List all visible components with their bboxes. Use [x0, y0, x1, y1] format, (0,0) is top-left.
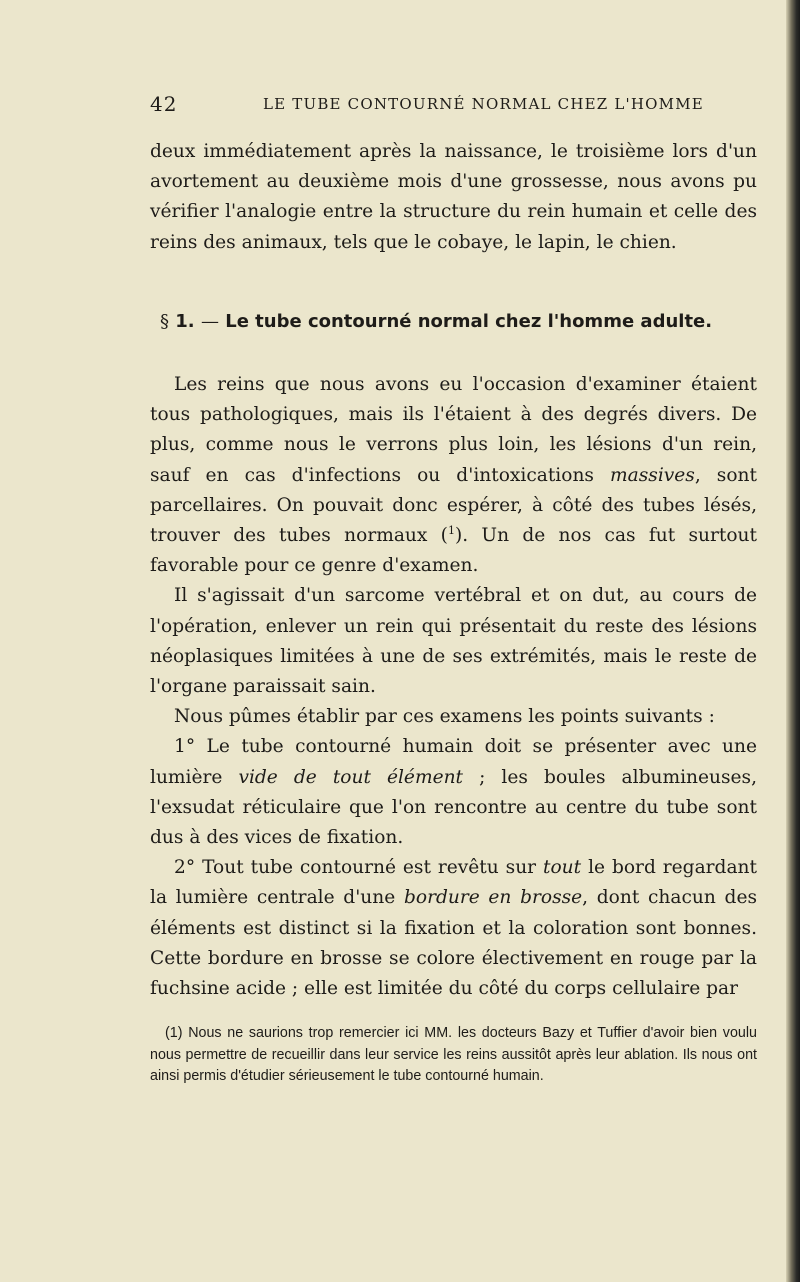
book-binding-edge: [786, 0, 800, 1282]
italic-text: vide de tout élément: [238, 766, 464, 788]
section-dash: —: [200, 311, 219, 332]
section-number: 1.: [175, 311, 195, 332]
opening-paragraph-block: [150, 137, 757, 258]
text-run: le bord regardant la lumière centrale d'une: [150, 857, 757, 909]
paragraph: [150, 370, 757, 581]
text-run: 2° Tout tube contourné est revêtu sur: [174, 857, 544, 879]
footnote-text: Nous ne saurions trop remercier ici MM. les docteurs Bazy et Tuffier d'avoir bien voulu nous permettre de recueillir dans leur service les reins aussitôt après leur ablation. Ils nous ont ainsi permis d'étudier sérieusement le tube contourné humain.: [150, 1025, 757, 1084]
paragraph: Nous pûmes établir par ces examens les points suivants :: [174, 706, 715, 728]
page-number: 42: [150, 92, 178, 116]
text-run: ; les boules albumineuses, l'exsudat réticulaire que l'on rencontre au centre du tube sont dus à des vices de fixation.: [150, 766, 757, 849]
paragraph: Il s'agissait d'un sarcome vertébral et on dut, au cours de l'opération, enlever un rein qui présentait du reste des lésions néoplasiques limitées à une de ses extrémités, mais le reste de l'organe paraissait sain.: [150, 585, 757, 698]
text-run: Les reins que nous avons eu l'occasion d'examiner étaient tous pathologiques, mais ils l'étaient à des degrés divers. De plus, comme nous le verrons plus loin, les lésions d'un rein, sauf en cas d'infections ou d'intoxications: [150, 374, 757, 486]
italic-text: tout: [543, 857, 582, 879]
footnote-reference: 1: [447, 523, 455, 537]
section-heading: [160, 311, 760, 332]
italic-text: massives: [610, 464, 695, 486]
section-symbol: §: [160, 311, 169, 332]
text-run: ). Un de nos cas fut surtout favorable pour ce genre d'examen.: [150, 525, 758, 577]
main-text: [150, 370, 757, 1004]
text-run: , sont parcellaires. On pouvait donc espérer, à côté des tubes lésés, trouver des tubes normaux (: [150, 464, 757, 547]
footnote: [150, 1023, 757, 1088]
paragraph: [150, 732, 757, 853]
page-header: [0, 92, 786, 122]
paragraph: [150, 853, 757, 1004]
text-run: , dont chacun des éléments est distinct si la fixation et la coloration sont bonnes. Cette bordure en brosse se colore électivement en rouge par la fuchsine acide ; elle est limitée du côté du corps cellulaire par: [150, 887, 757, 1000]
running-title: LE TUBE CONTOURNÉ NORMAL CHEZ L'HOMME: [263, 95, 704, 113]
footnote-marker: (1): [165, 1025, 183, 1041]
italic-text: bordure en brosse: [403, 887, 583, 909]
text-run: 1° Le tube contourné humain doit se présenter avec une lumière: [150, 736, 757, 788]
section-title: Le tube contourné normal chez l'homme adulte.: [225, 311, 713, 332]
footnote-paragraph: [150, 1023, 757, 1088]
opening-paragraph: deux immédiatement après la naissance, le troisième lors d'un avortement au deuxième mois d'une grossesse, nous avons pu vérifier l'analogie entre la structure du rein humain et celle des reins des animaux, tels que le cobaye, le lapin, le chien.: [150, 141, 757, 253]
